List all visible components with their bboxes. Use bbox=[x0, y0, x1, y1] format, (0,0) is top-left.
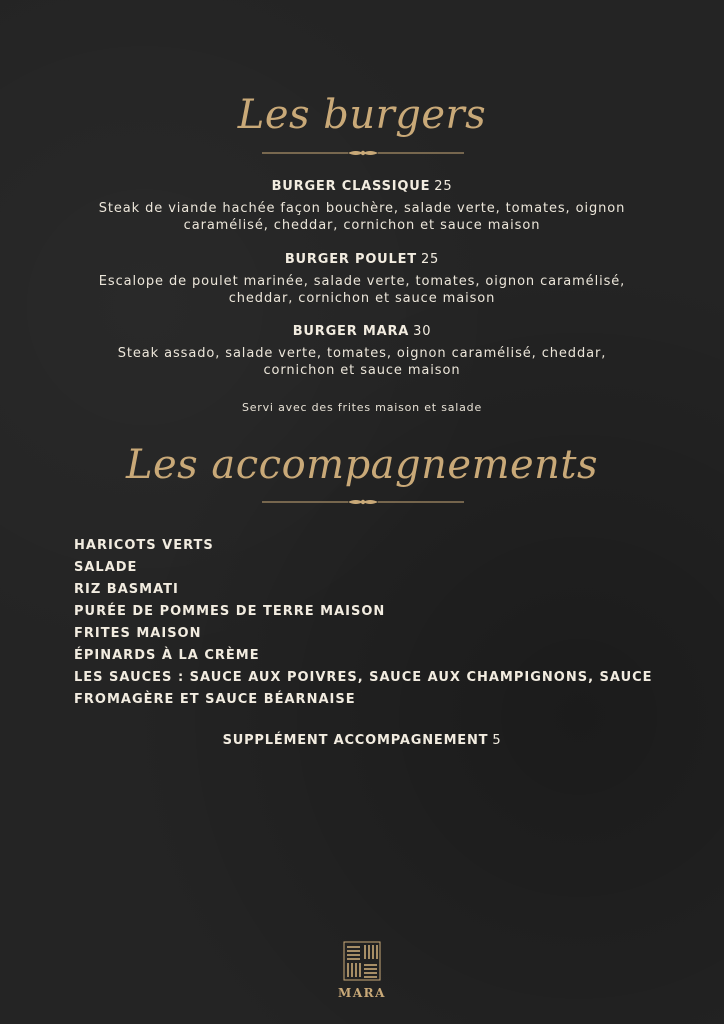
menu-item-burger-classique bbox=[40, 179, 684, 234]
item-name: BURGER CLASSIQUE bbox=[271, 179, 431, 194]
supplement-price: 5 bbox=[492, 733, 502, 748]
sides-list bbox=[74, 535, 674, 711]
item-price: 30 bbox=[413, 324, 432, 339]
mara-logo-icon bbox=[338, 940, 386, 984]
list-item: RIZ BASMATI bbox=[74, 582, 179, 597]
item-price: 25 bbox=[434, 179, 453, 194]
sides-section-title: Les accompagnements bbox=[125, 442, 599, 488]
menu-item-burger-poulet bbox=[40, 252, 684, 307]
item-description bbox=[40, 345, 684, 379]
item-description bbox=[40, 273, 684, 307]
item-name: BURGER POULET bbox=[284, 252, 417, 267]
list-item: HARICOTS VERTS bbox=[74, 538, 214, 553]
supplement-label: SUPPLÉMENT ACCOMPAGNEMENT bbox=[222, 733, 489, 748]
list-item: ÉPINARDS À LA CRÈME bbox=[74, 648, 260, 663]
item-description-line: caramélisé, cheddar, cornichon et sauce maison bbox=[183, 218, 541, 233]
served-note: Servi avec des frites maison et salade bbox=[241, 401, 483, 414]
item-description-line: Escalope de poulet marinée, salade verte, tomates, oignon caramélisé, bbox=[98, 274, 626, 289]
item-description-line: cheddar, cornichon et sauce maison bbox=[228, 291, 496, 306]
list-item: FROMAGÈRE ET SAUCE BÉARNAISE bbox=[74, 692, 356, 707]
menu-item-burger-mara bbox=[40, 324, 684, 379]
item-name: BURGER MARA bbox=[292, 324, 410, 339]
burgers-section-title: Les burgers bbox=[237, 92, 487, 138]
brand-logo bbox=[338, 940, 386, 1002]
item-description-line: Steak assado, salade verte, tomates, oignon caramélisé, cheddar, bbox=[117, 346, 607, 361]
list-item: PURÉE DE POMMES DE TERRE MAISON bbox=[74, 604, 386, 619]
item-description-line: Steak de viande hachée façon bouchère, salade verte, tomates, oignon bbox=[98, 201, 626, 216]
brand-name: MARA bbox=[338, 986, 386, 1000]
list-item: LES SAUCES : SAUCE AUX POIVRES, SAUCE AUX CHAMPIGNONS, SAUCE bbox=[74, 670, 653, 685]
item-description-line: cornichon et sauce maison bbox=[263, 363, 461, 378]
list-item: SALADE bbox=[74, 560, 138, 575]
ornament-divider-icon bbox=[262, 148, 464, 158]
list-item: FRITES MAISON bbox=[74, 626, 202, 641]
item-description bbox=[40, 200, 684, 234]
item-price: 25 bbox=[420, 252, 440, 267]
ornament-divider-icon bbox=[262, 497, 464, 507]
supplement-line bbox=[0, 733, 724, 748]
